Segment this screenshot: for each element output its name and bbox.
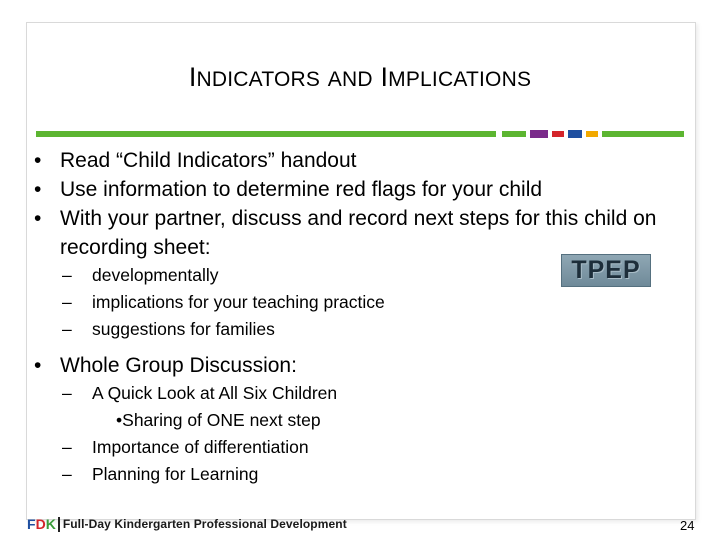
tpep-logo: TPEP bbox=[561, 254, 651, 287]
bullet-item: • Read “Child Indicators” handout bbox=[34, 146, 674, 175]
sub-bullet-item: – developmentally bbox=[62, 265, 219, 285]
logo-letter-f: F bbox=[27, 516, 36, 532]
sub-bullet-item: – Importance of differentiation bbox=[62, 437, 309, 457]
logo-letter-d: D bbox=[35, 516, 46, 532]
footer-text: Full-Day Kindergarten Professional Development bbox=[62, 517, 347, 531]
page-number: 24 bbox=[680, 518, 695, 533]
sub-bullet-item: – suggestions for families bbox=[62, 319, 275, 339]
bullet-item: • Use information to determine red flags for your child bbox=[34, 175, 674, 204]
bullet-list bbox=[34, 146, 674, 488]
logo-divider bbox=[58, 517, 60, 532]
sub-sub-bullet-item: •Sharing of ONE next step bbox=[116, 410, 321, 430]
slide-title: INDICATORS AND IMPLICATIONS bbox=[188, 62, 532, 92]
title-divider-bar bbox=[36, 130, 684, 138]
sub-bullet-item: – A Quick Look at All Six Children bbox=[62, 383, 338, 403]
logo-letter-k: K bbox=[45, 516, 56, 532]
spacer bbox=[34, 343, 674, 351]
sub-bullet-item: – implications for your teaching practice bbox=[62, 292, 385, 312]
footer-logo bbox=[27, 516, 347, 532]
sub-bullet-item: – Planning for Learning bbox=[62, 464, 259, 484]
bullet-item: • With your partner, discuss and record next steps for this child on recording sheet: bbox=[34, 204, 674, 262]
bullet-item: • Whole Group Discussion: bbox=[34, 351, 674, 380]
